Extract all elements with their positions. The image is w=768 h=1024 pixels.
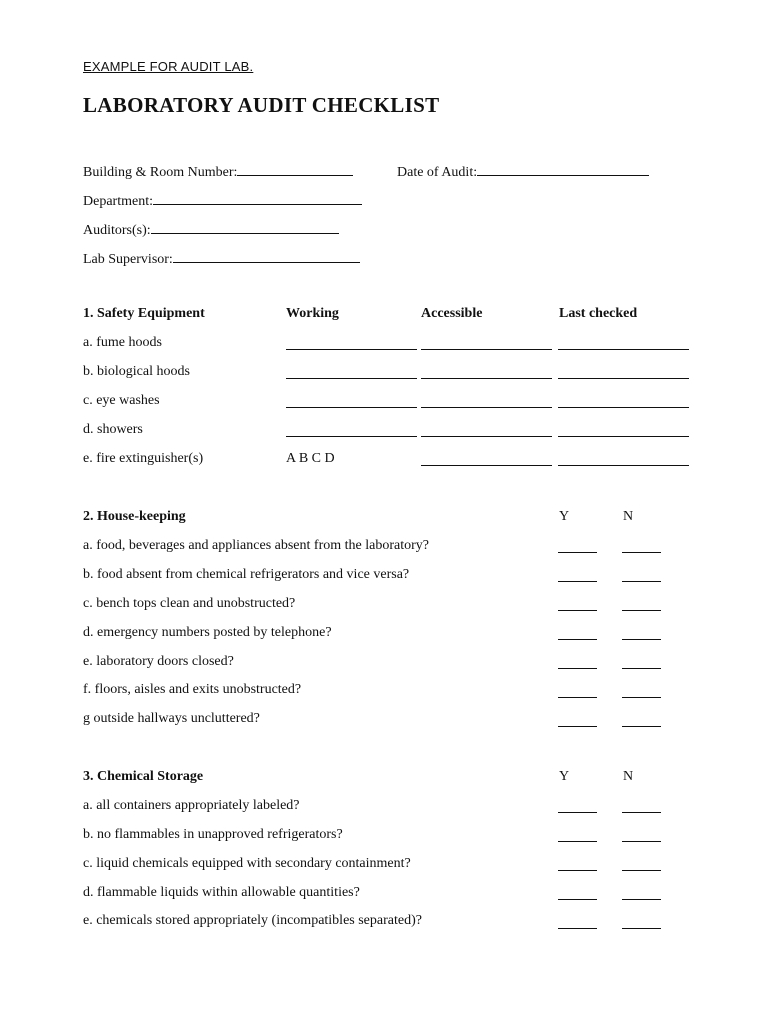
eye-washes-working-blank[interactable] bbox=[286, 407, 417, 408]
fume-hoods-last-checked-blank[interactable] bbox=[558, 349, 689, 350]
showers-last-checked-blank[interactable] bbox=[558, 436, 689, 437]
chemical-item: a. all containers appropriately labeled? bbox=[83, 798, 300, 813]
safety-item: e. fire extinguisher(s) bbox=[83, 451, 204, 466]
housekeeping-no-blank[interactable] bbox=[622, 726, 661, 727]
housekeeping-item: b. food absent from chemical refrigerators and vice versa? bbox=[83, 567, 410, 582]
column-accessible: Accessible bbox=[421, 306, 483, 321]
biological-hoods-accessible-blank[interactable] bbox=[421, 378, 552, 379]
housekeeping-no-blank[interactable] bbox=[622, 552, 661, 553]
auditors-label: Auditors(s): bbox=[83, 223, 151, 238]
chemical-no-blank[interactable] bbox=[622, 841, 661, 842]
housekeeping-yes-blank[interactable] bbox=[558, 726, 597, 727]
section-safety-equipment-title: 1. Safety Equipment bbox=[83, 306, 205, 321]
lab-supervisor-field bbox=[83, 249, 360, 268]
building-room-blank[interactable] bbox=[237, 162, 353, 176]
chemical-item: b. no flammables in unapproved refrigerators? bbox=[83, 827, 343, 842]
section-chemical-storage-title: 3. Chemical Storage bbox=[83, 769, 204, 784]
safety-item: c. eye washes bbox=[83, 393, 160, 408]
extinguisher-types: A B C D bbox=[286, 451, 335, 466]
auditors-blank[interactable] bbox=[151, 220, 339, 234]
extinguisher-accessible-blank[interactable] bbox=[421, 465, 552, 466]
lab-supervisor-blank[interactable] bbox=[173, 249, 360, 263]
date-of-audit-field bbox=[397, 162, 649, 181]
fume-hoods-working-blank[interactable] bbox=[286, 349, 417, 350]
showers-accessible-blank[interactable] bbox=[421, 436, 552, 437]
department-field bbox=[83, 191, 362, 210]
column-last-checked: Last checked bbox=[559, 306, 638, 321]
building-room-field bbox=[83, 162, 353, 181]
biological-hoods-working-blank[interactable] bbox=[286, 378, 417, 379]
housekeeping-yes-blank[interactable] bbox=[558, 581, 597, 582]
showers-working-blank[interactable] bbox=[286, 436, 417, 437]
chemical-no-blank[interactable] bbox=[622, 899, 661, 900]
housekeeping-item: f. floors, aisles and exits unobstructed? bbox=[83, 682, 302, 697]
date-of-audit-blank[interactable] bbox=[477, 162, 649, 176]
housekeeping-yes-blank[interactable] bbox=[558, 552, 597, 553]
chemical-no-blank[interactable] bbox=[622, 928, 661, 929]
housekeeping-yes-blank[interactable] bbox=[558, 697, 597, 698]
housekeeping-no-blank[interactable] bbox=[622, 610, 661, 611]
housekeeping-item: d. emergency numbers posted by telephone? bbox=[83, 625, 332, 640]
building-room-label: Building & Room Number: bbox=[83, 165, 238, 180]
housekeeping-item: e. laboratory doors closed? bbox=[83, 654, 234, 669]
housekeeping-no-blank[interactable] bbox=[622, 697, 661, 698]
housekeeping-no-blank[interactable] bbox=[622, 668, 661, 669]
housekeeping-yes-blank[interactable] bbox=[558, 610, 597, 611]
chemical-no-header: N bbox=[623, 769, 634, 784]
extinguisher-last-checked-blank[interactable] bbox=[558, 465, 689, 466]
housekeeping-no-header: N bbox=[623, 509, 634, 524]
column-working: Working bbox=[286, 306, 339, 321]
chemical-yes-blank[interactable] bbox=[558, 928, 597, 929]
department-blank[interactable] bbox=[153, 191, 362, 205]
chemical-yes-blank[interactable] bbox=[558, 812, 597, 813]
housekeeping-item: a. food, beverages and appliances absent from the laboratory? bbox=[83, 538, 429, 553]
page-title: LABORATORY AUDIT CHECKLIST bbox=[83, 93, 440, 117]
chemical-no-blank[interactable] bbox=[622, 812, 661, 813]
date-of-audit-label: Date of Audit: bbox=[397, 165, 478, 180]
chemical-no-blank[interactable] bbox=[622, 870, 661, 871]
safety-item: b. biological hoods bbox=[83, 364, 190, 379]
eye-washes-accessible-blank[interactable] bbox=[421, 407, 552, 408]
housekeeping-no-blank[interactable] bbox=[622, 639, 661, 640]
housekeeping-yes-header: Y bbox=[559, 509, 570, 524]
chemical-item: c. liquid chemicals equipped with secondary containment? bbox=[83, 856, 411, 871]
chemical-yes-blank[interactable] bbox=[558, 899, 597, 900]
chemical-yes-blank[interactable] bbox=[558, 841, 597, 842]
auditors-field bbox=[83, 220, 339, 239]
safety-item: a. fume hoods bbox=[83, 335, 162, 350]
chemical-item: d. flammable liquids within allowable quantities? bbox=[83, 885, 360, 900]
chemical-yes-header: Y bbox=[559, 769, 570, 784]
fume-hoods-accessible-blank[interactable] bbox=[421, 349, 552, 350]
chemical-item: e. chemicals stored appropriately (incompatibles separated)? bbox=[83, 913, 422, 928]
eye-washes-last-checked-blank[interactable] bbox=[558, 407, 689, 408]
example-label: EXAMPLE FOR AUDIT LAB. bbox=[83, 59, 254, 74]
housekeeping-no-blank[interactable] bbox=[622, 581, 661, 582]
safety-item: d. showers bbox=[83, 422, 143, 437]
section-housekeeping-title: 2. House-keeping bbox=[83, 509, 186, 524]
biological-hoods-last-checked-blank[interactable] bbox=[558, 378, 689, 379]
housekeeping-item: g outside hallways uncluttered? bbox=[83, 711, 260, 726]
chemical-yes-blank[interactable] bbox=[558, 870, 597, 871]
housekeeping-item: c. bench tops clean and unobstructed? bbox=[83, 596, 296, 611]
department-label: Department: bbox=[83, 194, 153, 209]
housekeeping-yes-blank[interactable] bbox=[558, 668, 597, 669]
housekeeping-yes-blank[interactable] bbox=[558, 639, 597, 640]
lab-supervisor-label: Lab Supervisor: bbox=[83, 252, 173, 267]
